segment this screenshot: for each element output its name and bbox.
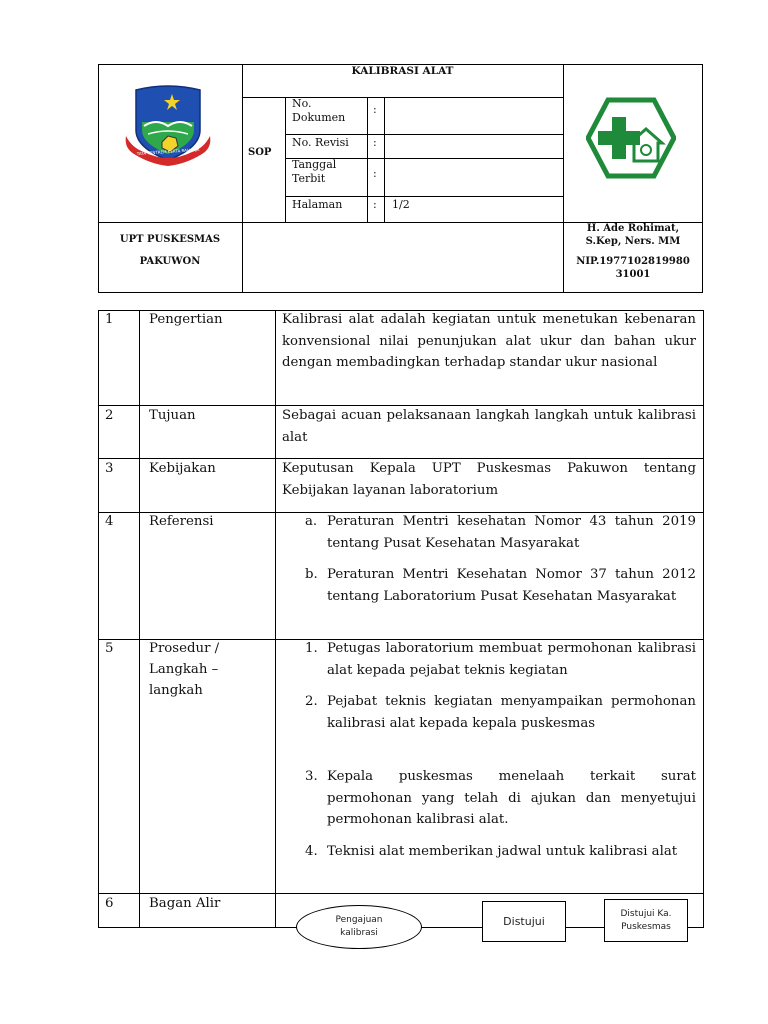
section-label: Pengertian xyxy=(149,312,223,327)
list-marker: 3. xyxy=(305,769,318,784)
flow-node-pengajuan xyxy=(296,905,422,949)
field-sep: : xyxy=(373,136,377,149)
list-text: Pejabat teknis kegiatan menyampaikan permohonan kalibrasi alat kepada kepala puskesmas xyxy=(327,694,696,731)
flow-node-label: Puskesmas xyxy=(621,921,671,932)
regency-logo xyxy=(120,82,216,168)
list-text: Peraturan Mentri kesehatan Nomor 43 tahun 2019 tentang Pusat Kesehatan Masyarakat xyxy=(327,514,696,551)
list-text: Peraturan Mentri Kesehatan Nomor 37 tahun 2012 tentang Laboratorium Pusat Kesehatan Masyarakat xyxy=(327,567,696,604)
list-marker: b. xyxy=(305,567,318,582)
section-text: Kalibrasi alat adalah kegiatan untuk menetukan kebenaran konvensional nilai penunjukan alat ukur dan bahan ukur dengan membadingkan terhadap standar ukur nasional xyxy=(282,312,696,370)
flow-node-distujui-ka xyxy=(604,899,688,942)
section-text: Keputusan Kepala UPT Puskesmas Pakuwon tentang Kebijakan layanan laboratorium xyxy=(282,461,696,498)
list-text: Petugas laboratorium membuat permohonan kalibrasi alat kepada pejabat teknis kegiatan xyxy=(327,641,696,678)
field-sep: : xyxy=(373,167,377,180)
official-name: H. Ade Rohimat, xyxy=(586,223,680,234)
logo-motto: TATA TENTREM KERTA RAHARJA xyxy=(136,146,200,157)
section-number: 4 xyxy=(105,514,114,529)
section-label-line: langkah xyxy=(149,683,203,698)
puskesmas-logo xyxy=(586,97,676,179)
list-item xyxy=(305,511,696,554)
list-item xyxy=(305,691,696,734)
field-label: Tanggal Terbit xyxy=(292,158,337,185)
flow-node-distujui xyxy=(482,901,566,942)
field-label: No. Dokumen xyxy=(292,97,346,124)
list-marker: 1. xyxy=(305,641,318,656)
org-name-line2: PAKUWON xyxy=(139,256,201,267)
section-label: Kebijakan xyxy=(149,461,216,476)
field-label: No. Revisi xyxy=(292,136,349,149)
sop-label: SOP xyxy=(248,147,272,158)
section-number: 6 xyxy=(105,896,114,911)
field-sep: : xyxy=(373,103,377,116)
list-marker: a. xyxy=(305,514,318,529)
document-title: KALIBRASI ALAT xyxy=(351,65,454,77)
official-nip-line2: 31001 xyxy=(615,269,651,280)
flow-node-label: Distujui Ka. xyxy=(620,908,672,919)
flow-node-label: Distujui xyxy=(503,915,545,928)
section-label: Tujuan xyxy=(149,408,196,423)
list-item xyxy=(305,766,696,831)
list-marker: 2. xyxy=(305,694,318,709)
official-nip-line1: NIP.1977102819980 xyxy=(576,256,690,267)
official-title: S.Kep, Ners. MM xyxy=(585,236,681,247)
section-number: 2 xyxy=(105,408,114,423)
section-number: 3 xyxy=(105,461,114,476)
section-text: Sebagai acuan pelaksanaan langkah langkah untuk kalibrasi alat xyxy=(282,408,696,445)
field-value: 1/2 xyxy=(392,198,410,211)
org-name-line1: UPT PUSKESMAS xyxy=(119,234,221,245)
section-number: 5 xyxy=(105,641,114,656)
flow-node-label: Pengajuan xyxy=(335,915,383,925)
flow-node-label: kalibrasi xyxy=(340,928,378,938)
section-label: Bagan Alir xyxy=(149,896,221,911)
list-text: Teknisi alat memberikan jadwal untuk kalibrasi alat xyxy=(327,844,678,859)
list-item xyxy=(305,564,696,607)
field-label: Halaman xyxy=(292,198,343,211)
list-item xyxy=(305,638,696,681)
list-marker: 4. xyxy=(305,844,318,859)
list-text: Kepala puskesmas menelaah terkait surat permohonan yang telah di ajukan dan menyetujui permohonan kalibrasi alat. xyxy=(327,769,696,827)
section-label-line: Langkah – xyxy=(149,662,219,677)
field-sep: : xyxy=(373,198,377,211)
section-label: Referensi xyxy=(149,514,214,529)
section-number: 1 xyxy=(105,312,114,327)
list-item xyxy=(305,841,696,863)
section-label-line: Prosedur / xyxy=(149,641,220,656)
